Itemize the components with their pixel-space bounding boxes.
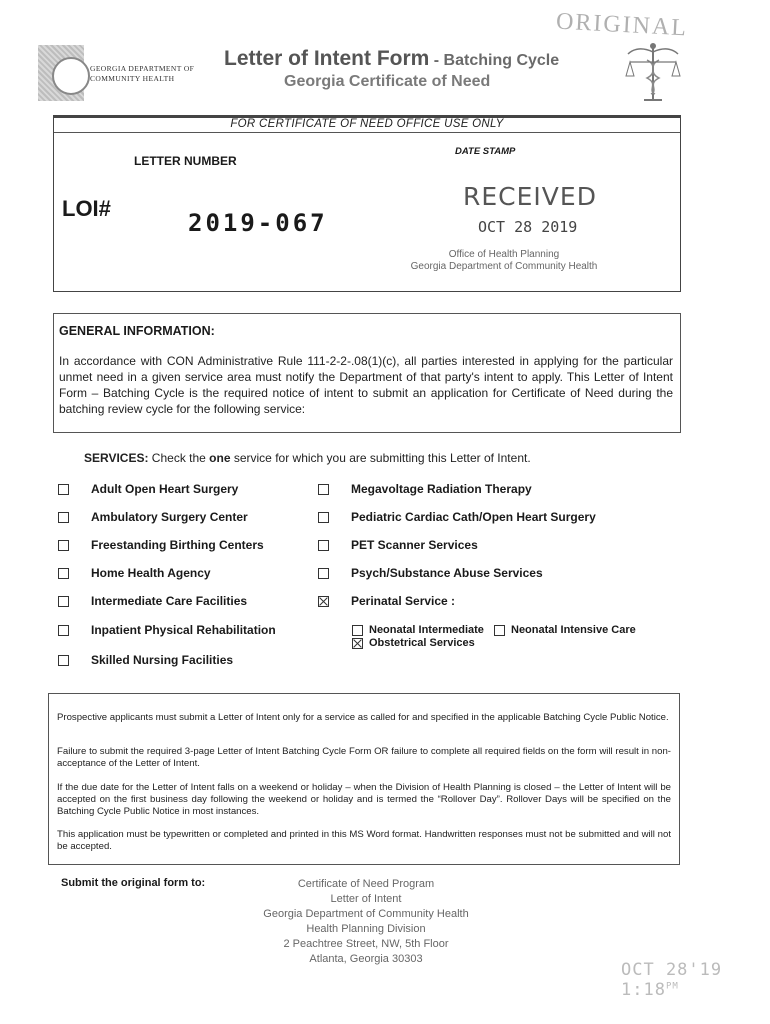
fax-timestamp-suffix: PM: [665, 981, 679, 992]
services-heading-prefix: SERVICES:: [84, 451, 149, 465]
service-intermediate-care[interactable]: [58, 592, 247, 610]
submit-address: [226, 877, 506, 967]
office-use-box: [53, 115, 681, 292]
service-checkbox[interactable]: [58, 655, 69, 666]
received-office: [384, 249, 624, 273]
service-ambulatory-surgery[interactable]: [58, 508, 248, 526]
caduceus-scales-icon: [622, 40, 684, 104]
service-label: Ambulatory Surgery Center: [91, 510, 248, 524]
sub-service-checkbox[interactable]: [494, 625, 505, 636]
notice-box: [48, 693, 680, 865]
service-checkbox[interactable]: [58, 512, 69, 523]
form-title: [224, 47, 604, 71]
sub-service-label: Obstetrical Services: [369, 637, 475, 649]
service-pediatric-cardiac[interactable]: [318, 508, 596, 526]
service-label: Adult Open Heart Surgery: [91, 482, 239, 496]
received-office-line2: Georgia Department of Community Health: [410, 261, 598, 272]
sub-service-checkbox-checked[interactable]: [352, 638, 363, 649]
service-inpatient-rehab[interactable]: [58, 621, 276, 639]
form-subtitle: Georgia Certificate of Need: [284, 73, 491, 90]
service-label: Inpatient Physical Rehabilitation: [91, 623, 276, 637]
service-home-health[interactable]: [58, 564, 211, 582]
received-date: OCT 28 2019: [478, 218, 578, 236]
service-birthing-centers[interactable]: [58, 536, 264, 554]
service-label: PET Scanner Services: [351, 538, 478, 552]
perinatal-obstetrical[interactable]: [352, 634, 475, 652]
address-line: Atlanta, Georgia 30303: [309, 953, 423, 965]
service-perinatal[interactable]: [318, 592, 455, 610]
date-stamp-label: DATE STAMP: [455, 146, 516, 157]
fax-timestamp: [621, 960, 770, 1000]
service-label: Perinatal Service :: [351, 594, 456, 608]
service-adult-open-heart[interactable]: [58, 480, 238, 498]
address-line: Georgia Department of Community Health: [263, 908, 469, 920]
service-skilled-nursing[interactable]: [58, 651, 233, 669]
department-logo: [38, 45, 195, 101]
service-label: Psych/Substance Abuse Services: [351, 566, 543, 580]
service-checkbox-checked[interactable]: [318, 596, 329, 607]
service-megavoltage-radiation[interactable]: [318, 480, 532, 498]
service-checkbox[interactable]: [58, 484, 69, 495]
department-name: [90, 64, 210, 84]
form-title-main: Letter of Intent Form: [224, 47, 430, 70]
service-checkbox[interactable]: [318, 568, 329, 579]
received-stamp: RECEIVED: [463, 182, 597, 211]
service-checkbox[interactable]: [318, 540, 329, 551]
general-information-box: [53, 313, 681, 433]
services-heading-text2: service for which you are submitting this Letter of Intent.: [230, 451, 531, 465]
submit-label: Submit the original form to:: [61, 877, 206, 889]
notice-paragraph-2: Failure to submit the required 3-page Letter of Intent Batching Cycle Form OR failure to complete all required fields on the form will result in non-acceptance of the Letter of Intent.: [57, 746, 671, 769]
address-line: 2 Peachtree Street, NW, 5th Floor: [283, 938, 449, 950]
general-information-title: GENERAL INFORMATION:: [59, 324, 215, 338]
service-checkbox[interactable]: [318, 484, 329, 495]
service-psych-substance[interactable]: [318, 564, 543, 582]
service-checkbox[interactable]: [58, 540, 69, 551]
received-office-line1: Office of Health Planning: [448, 249, 560, 260]
service-checkbox[interactable]: [58, 625, 69, 636]
loi-number: 2019-067: [188, 209, 328, 237]
services-heading-bold: one: [209, 451, 231, 465]
department-name-line2: COMMUNITY HEALTH: [90, 74, 175, 83]
service-label: Freestanding Birthing Centers: [91, 538, 264, 552]
service-label: Megavoltage Radiation Therapy: [351, 482, 532, 496]
letter-number-label: LETTER NUMBER: [134, 154, 237, 168]
service-label: Skilled Nursing Facilities: [91, 653, 234, 667]
form-title-suffix: - Batching Cycle: [429, 52, 560, 69]
service-pet-scanner[interactable]: [318, 536, 478, 554]
address-line: Certificate of Need Program: [297, 878, 435, 890]
service-label: Intermediate Care Facilities: [91, 594, 248, 608]
notice-paragraph-3: If the due date for the Letter of Intent falls on a weekend or holiday – when the Division of Health Planning is closed – the Letter of Intent will be accepted on the first business day following the weekend or holiday and is termed the “Rollover Day”. Rollover Days will be specified on the Batching Cycle Public Notice in most instances.: [57, 782, 671, 817]
service-checkbox[interactable]: [58, 568, 69, 579]
service-checkbox[interactable]: [318, 512, 329, 523]
sub-service-label: Neonatal Intensive Care: [511, 624, 636, 636]
notice-paragraph-4: This application must be typewritten or completed and printed in this MS Word format. Handwritten responses must not be submitted and will not be accepted.: [57, 829, 671, 852]
services-heading: [84, 451, 531, 465]
services-heading-text1: Check the: [148, 451, 210, 465]
fax-timestamp-text: OCT 28'19 1:18: [621, 960, 723, 1000]
general-information-text: In accordance with CON Administrative Rule 111-2-2-.08(1)(c), all parties interested in applying for the particular unmet need in a given service area must notify the Department of that party's intent to apply. This Letter of Intent Form – Batching Cycle is the required notice of intent to submit an application for Certificate of Need during the batching review cycle for the following service:: [59, 354, 673, 416]
notice-paragraph-1: Prospective applicants must submit a Letter of Intent only for a service as called for and specified in the applicable Batching Cycle Public Notice.: [57, 712, 669, 723]
department-name-line1: GEORGIA DEPARTMENT OF: [90, 64, 195, 73]
service-label: Home Health Agency: [91, 566, 211, 580]
original-stamp: ORIGINAL: [555, 8, 689, 42]
perinatal-neonatal-intensive[interactable]: [494, 621, 636, 639]
service-label: Pediatric Cardiac Cath/Open Heart Surgery: [351, 510, 596, 524]
sub-service-label: Neonatal Intermediate: [369, 624, 484, 636]
loi-label: LOI#: [62, 196, 111, 221]
office-use-divider: [54, 132, 680, 133]
address-line: Health Planning Division: [306, 923, 426, 935]
office-use-heading: FOR CERTIFICATE OF NEED OFFICE USE ONLY: [230, 118, 504, 130]
address-line: Letter of Intent: [330, 893, 402, 905]
service-checkbox[interactable]: [58, 596, 69, 607]
department-seal-icon: [38, 45, 84, 101]
